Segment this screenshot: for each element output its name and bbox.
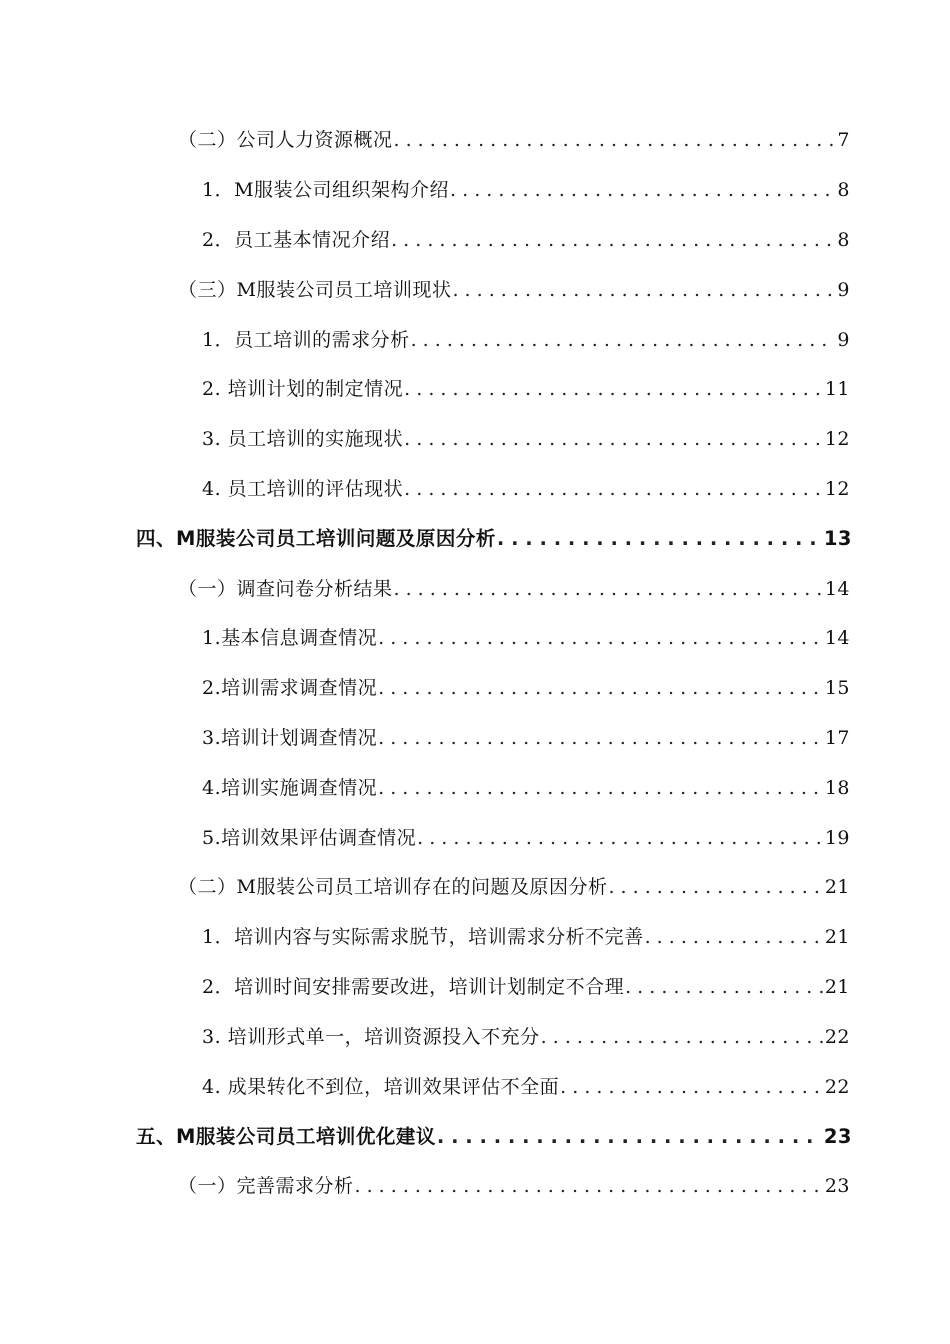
toc-dot-leader [608, 876, 822, 898]
toc-entry-page-number: 7 [837, 129, 850, 152]
toc-entry-page-number: 11 [824, 378, 850, 401]
toc-entry-page-number: 21 [824, 876, 850, 899]
toc-entry-title: 3. 员工培训的实施现状 [202, 428, 404, 451]
toc-entry[interactable] [0, 214, 950, 264]
toc-entry-page-number: 13 [823, 527, 852, 551]
toc-entry-title: 1．M服装公司组织架构介绍 [202, 179, 450, 202]
toc-entry-page-number: 21 [824, 975, 850, 998]
toc-entry[interactable] [0, 1060, 950, 1110]
toc-entry-title: 五、M服装公司员工培训优化建议 [136, 1124, 436, 1148]
toc-entry[interactable] [0, 662, 950, 712]
toc-entry[interactable] [0, 712, 950, 762]
toc-entry-page-number: 18 [824, 776, 850, 799]
toc-entry-page-number: 12 [824, 477, 850, 500]
toc-entry[interactable] [0, 313, 950, 363]
toc-entry-page-number: 9 [837, 278, 850, 301]
toc-entry-page-number: 21 [824, 926, 850, 949]
toc-entry-title: （三）M服装公司员工培训现状 [178, 278, 452, 301]
toc-entry[interactable] [0, 761, 950, 811]
toc-entry-title: 4. 成果转化不到位，培训效果评估不全面 [202, 1075, 560, 1098]
toc-entry[interactable] [0, 512, 950, 562]
toc-entry-page-number: 12 [824, 428, 850, 451]
toc-dot-leader [411, 329, 836, 351]
toc-entry-page-number: 17 [824, 726, 850, 749]
toc-entry[interactable] [0, 1160, 950, 1210]
toc-dot-leader [378, 777, 823, 799]
toc-dot-leader [645, 926, 823, 948]
toc-entry-page-number: 15 [824, 677, 850, 700]
toc-dot-leader [404, 428, 823, 450]
toc-dot-leader [355, 1175, 823, 1197]
toc-entry-title: 四、M服装公司员工培训问题及原因分析 [136, 527, 496, 551]
toc-entry-title: 2. 培训计划的制定情况 [202, 378, 404, 401]
toc-entry[interactable] [0, 114, 950, 164]
toc-entry-title: 2．培训时间安排需要改进，培训计划制定不合理 [202, 975, 625, 998]
toc-entry-page-number: 14 [824, 627, 850, 650]
toc-dot-leader [452, 279, 835, 301]
toc-dot-leader [394, 578, 823, 600]
toc-entry[interactable] [0, 263, 950, 313]
toc-entry[interactable] [0, 961, 950, 1011]
toc-entry[interactable] [0, 562, 950, 612]
toc-entry-title: 1.基本信息调查情况 [202, 627, 378, 650]
toc-dot-leader [378, 727, 823, 749]
toc-entry-title: 2．员工基本情况介绍 [202, 228, 391, 251]
toc-entry-title: 4. 员工培训的评估现状 [202, 477, 404, 500]
toc-dot-leader [560, 1076, 823, 1098]
toc-entry-page-number: 23 [823, 1124, 852, 1148]
toc-entry-title: （一）调查问卷分析结果 [178, 577, 393, 600]
toc-entry-page-number: 22 [824, 1025, 850, 1048]
toc-entry[interactable] [0, 1010, 950, 1060]
toc-entry-title: （二）公司人力资源概况 [178, 129, 393, 152]
toc-entry-title: 3. 培训形式单一，培训资源投入不充分 [202, 1025, 540, 1048]
toc-entry[interactable] [0, 463, 950, 513]
table-of-contents [0, 114, 950, 1210]
toc-entry[interactable] [0, 861, 950, 911]
toc-entry[interactable] [0, 164, 950, 214]
toc-entry[interactable] [0, 1110, 950, 1160]
toc-entry-title: 1．培训内容与实际需求脱节，培训需求分析不完善 [202, 926, 644, 949]
toc-entry-title: （二）M服装公司员工培训存在的问题及原因分析 [178, 876, 608, 899]
toc-entry[interactable] [0, 363, 950, 413]
toc-entry-page-number: 8 [837, 179, 850, 202]
toc-entry-title: 4.培训实施调查情况 [202, 776, 378, 799]
toc-entry-page-number: 8 [837, 228, 850, 251]
toc-entry-title: 1．员工培训的需求分析 [202, 328, 410, 351]
toc-entry-title: （一）完善需求分析 [178, 1175, 354, 1198]
toc-dot-leader [394, 129, 836, 151]
toc-entry-title: 3.培训计划调查情况 [202, 726, 378, 749]
toc-dot-leader [417, 827, 823, 849]
toc-dot-leader [404, 378, 823, 400]
toc-entry-page-number: 22 [824, 1075, 850, 1098]
toc-entry[interactable] [0, 811, 950, 861]
toc-entry-page-number: 9 [837, 328, 850, 351]
toc-entry-title: 2.培训需求调查情况 [202, 677, 378, 700]
toc-entry[interactable] [0, 413, 950, 463]
toc-entry[interactable] [0, 911, 950, 961]
toc-dot-leader [378, 677, 823, 699]
toc-dot-leader [437, 1125, 822, 1148]
toc-dot-leader [625, 976, 823, 998]
toc-dot-leader [404, 478, 823, 500]
toc-dot-leader [450, 179, 835, 201]
toc-entry-title: 5.培训效果评估调查情况 [202, 826, 417, 849]
toc-entry-page-number: 23 [824, 1175, 850, 1198]
toc-entry[interactable] [0, 612, 950, 662]
toc-dot-leader [391, 229, 835, 251]
toc-dot-leader [541, 1026, 823, 1048]
toc-entry-page-number: 19 [824, 826, 850, 849]
toc-entry-page-number: 14 [824, 577, 850, 600]
toc-dot-leader [497, 527, 822, 550]
toc-dot-leader [378, 627, 823, 649]
